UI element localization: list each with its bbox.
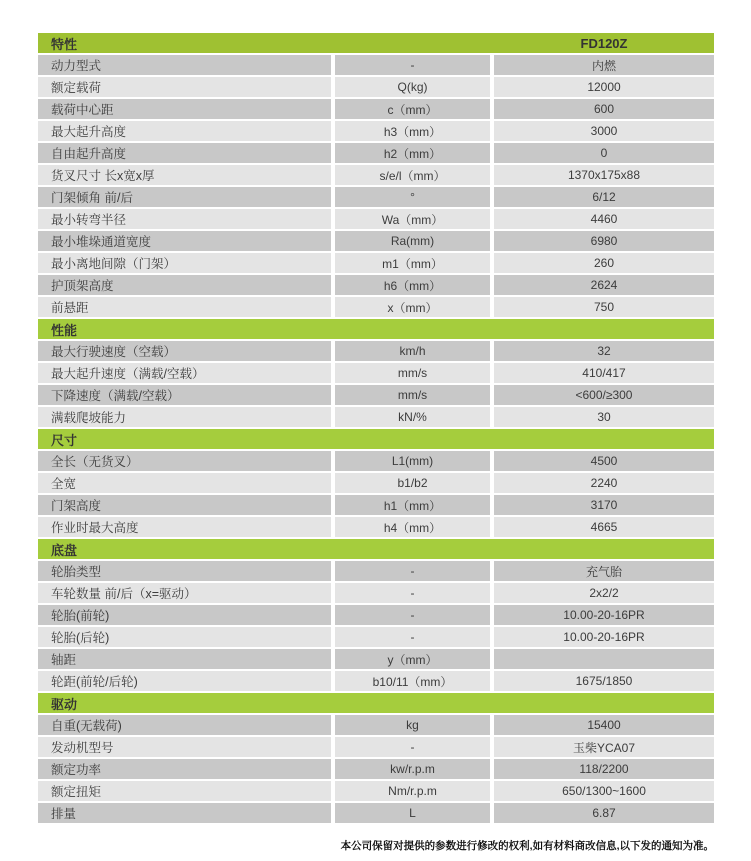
- table-row: [38, 165, 714, 185]
- header-spacer: [335, 33, 494, 53]
- section-label: 性能: [51, 322, 78, 338]
- spec-value: <600/≥300: [494, 385, 714, 405]
- spec-value: 650/1300~1600: [494, 781, 714, 801]
- spec-label: 轮胎(前轮): [38, 605, 331, 625]
- footer-disclaimer: 本公司保留对提供的参数进行修改的权利,如有材料商改信息,以下发的通知为准。: [340, 840, 714, 852]
- spec-unit: x（mm）: [335, 297, 490, 317]
- spec-value: 30: [494, 407, 714, 427]
- table-row: [38, 495, 714, 515]
- spec-label: 轮距(前轮/后轮): [38, 671, 331, 691]
- table-row: [38, 715, 714, 735]
- spec-label: 作业时最大高度: [38, 517, 331, 537]
- spec-label: 轮胎(后轮): [38, 627, 331, 647]
- spec-unit: b10/11（mm）: [335, 671, 490, 691]
- spec-label: 最大起升高度: [38, 121, 331, 141]
- table-body: [38, 55, 714, 823]
- spec-label: 全宽: [38, 473, 331, 493]
- spec-label: 动力型式: [38, 55, 331, 75]
- spec-unit: c（mm）: [335, 99, 490, 119]
- spec-value: 3170: [494, 495, 714, 515]
- spec-label: 货叉尺寸 长x宽x厚: [38, 165, 331, 185]
- spec-value: 12000: [494, 77, 714, 97]
- table-row: [38, 341, 714, 361]
- spec-label: 发动机型号: [38, 737, 331, 757]
- header-feature-label: 特性: [51, 36, 78, 52]
- spec-value: 6980: [494, 231, 714, 251]
- table-row: [38, 187, 714, 207]
- spec-unit: L1(mm): [335, 451, 490, 471]
- spec-label: 最大行驶速度（空载）: [38, 341, 331, 361]
- table-row: [38, 605, 714, 625]
- spec-label: 下降速度（满载/空载）: [38, 385, 331, 405]
- section-row: [38, 693, 714, 713]
- spec-unit: -: [335, 737, 490, 757]
- section-label: 驱动: [51, 696, 78, 712]
- spec-value: 充气胎: [494, 561, 714, 581]
- spec-value: 2240: [494, 473, 714, 493]
- spec-unit: Wa（mm）: [335, 209, 490, 229]
- spec-unit: kN/%: [335, 407, 490, 427]
- spec-value: 6.87: [494, 803, 714, 823]
- section-row: [38, 429, 714, 449]
- spec-label: 额定扭矩: [38, 781, 331, 801]
- spec-label: 最小转弯半径: [38, 209, 331, 229]
- spec-unit: km/h: [335, 341, 490, 361]
- spec-unit: -: [335, 561, 490, 581]
- spec-value: 32: [494, 341, 714, 361]
- spec-value: 1370x175x88: [494, 165, 714, 185]
- spec-unit: m1（mm）: [335, 253, 490, 273]
- spec-label: 最大起升速度（满载/空载）: [38, 363, 331, 383]
- table-row: [38, 363, 714, 383]
- section-label: 底盘: [51, 542, 78, 558]
- spec-value: 内燃: [494, 55, 714, 75]
- section-label: 尺寸: [51, 432, 78, 448]
- table-row: [38, 275, 714, 295]
- table-row: [38, 803, 714, 823]
- spec-unit: -: [335, 627, 490, 647]
- section-row: [38, 319, 714, 339]
- spec-value: 118/2200: [494, 759, 714, 779]
- table-row: [38, 583, 714, 603]
- spec-label: 轴距: [38, 649, 331, 669]
- spec-unit: °: [335, 187, 490, 207]
- table-row: [38, 759, 714, 779]
- spec-label: 最小离地间隙（门架）: [38, 253, 331, 273]
- spec-label: 前悬距: [38, 297, 331, 317]
- spec-value: 3000: [494, 121, 714, 141]
- spec-unit: h1（mm）: [335, 495, 490, 515]
- header-model-label: FD120Z: [580, 35, 628, 51]
- spec-value: 2624: [494, 275, 714, 295]
- spec-label: 额定功率: [38, 759, 331, 779]
- table-row: [38, 737, 714, 757]
- table-row: [38, 209, 714, 229]
- spec-table: [38, 33, 714, 825]
- spec-label: 最小堆垛通道宽度: [38, 231, 331, 251]
- spec-value: 10.00-20-16PR: [494, 605, 714, 625]
- spec-value: 1675/1850: [494, 671, 714, 691]
- spec-unit: mm/s: [335, 385, 490, 405]
- spec-label: 门架倾角 前/后: [38, 187, 331, 207]
- table-row: [38, 297, 714, 317]
- table-row: [38, 781, 714, 801]
- spec-unit: kw/r.p.m: [335, 759, 490, 779]
- spec-value: 4665: [494, 517, 714, 537]
- table-row: [38, 517, 714, 537]
- spec-label: 排量: [38, 803, 331, 823]
- table-row: [38, 231, 714, 251]
- spec-unit: -: [335, 55, 490, 75]
- table-row: [38, 385, 714, 405]
- spec-unit: b1/b2: [335, 473, 490, 493]
- spec-label: 护顶架高度: [38, 275, 331, 295]
- table-row: [38, 671, 714, 691]
- spec-unit: Ra(mm): [335, 231, 490, 251]
- spec-label: 额定载荷: [38, 77, 331, 97]
- spec-unit: mm/s: [335, 363, 490, 383]
- spec-value: 2x2/2: [494, 583, 714, 603]
- spec-value: 4500: [494, 451, 714, 471]
- table-row: [38, 561, 714, 581]
- spec-label: 满载爬坡能力: [38, 407, 331, 427]
- spec-unit: -: [335, 605, 490, 625]
- spec-label: 门架高度: [38, 495, 331, 515]
- table-row: [38, 649, 714, 669]
- spec-unit: h6（mm）: [335, 275, 490, 295]
- spec-unit: Nm/r.p.m: [335, 781, 490, 801]
- table-header-row: [38, 33, 714, 53]
- spec-value: 玉柴YCA07: [494, 737, 714, 757]
- table-row: [38, 99, 714, 119]
- spec-value: 4460: [494, 209, 714, 229]
- table-row: [38, 55, 714, 75]
- spec-value: [494, 649, 714, 669]
- spec-value: 0: [494, 143, 714, 163]
- spec-unit: -: [335, 583, 490, 603]
- spec-label: 全长（无货叉）: [38, 451, 331, 471]
- spec-unit: h3（mm）: [335, 121, 490, 141]
- table-row: [38, 451, 714, 471]
- spec-unit: h2（mm）: [335, 143, 490, 163]
- spec-value: 260: [494, 253, 714, 273]
- spec-value: 410/417: [494, 363, 714, 383]
- spec-value: 600: [494, 99, 714, 119]
- spec-label: 自重(无载荷): [38, 715, 331, 735]
- table-row: [38, 77, 714, 97]
- spec-label: 车轮数量 前/后（x=驱动）: [38, 583, 331, 603]
- table-row: [38, 143, 714, 163]
- spec-value: 6/12: [494, 187, 714, 207]
- spec-unit: y（mm）: [335, 649, 490, 669]
- spec-label: 轮胎类型: [38, 561, 331, 581]
- table-row: [38, 407, 714, 427]
- spec-unit: kg: [335, 715, 490, 735]
- table-row: [38, 473, 714, 493]
- spec-label: 载荷中心距: [38, 99, 331, 119]
- section-row: [38, 539, 714, 559]
- spec-unit: s/e/l（mm）: [335, 165, 490, 185]
- spec-value: 750: [494, 297, 714, 317]
- table-row: [38, 121, 714, 141]
- spec-unit: h4（mm）: [335, 517, 490, 537]
- spec-value: 15400: [494, 715, 714, 735]
- table-row: [38, 627, 714, 647]
- spec-unit: Q(kg): [335, 77, 490, 97]
- spec-value: 10.00-20-16PR: [494, 627, 714, 647]
- spec-label: 自由起升高度: [38, 143, 331, 163]
- table-row: [38, 253, 714, 273]
- spec-unit: L: [335, 803, 490, 823]
